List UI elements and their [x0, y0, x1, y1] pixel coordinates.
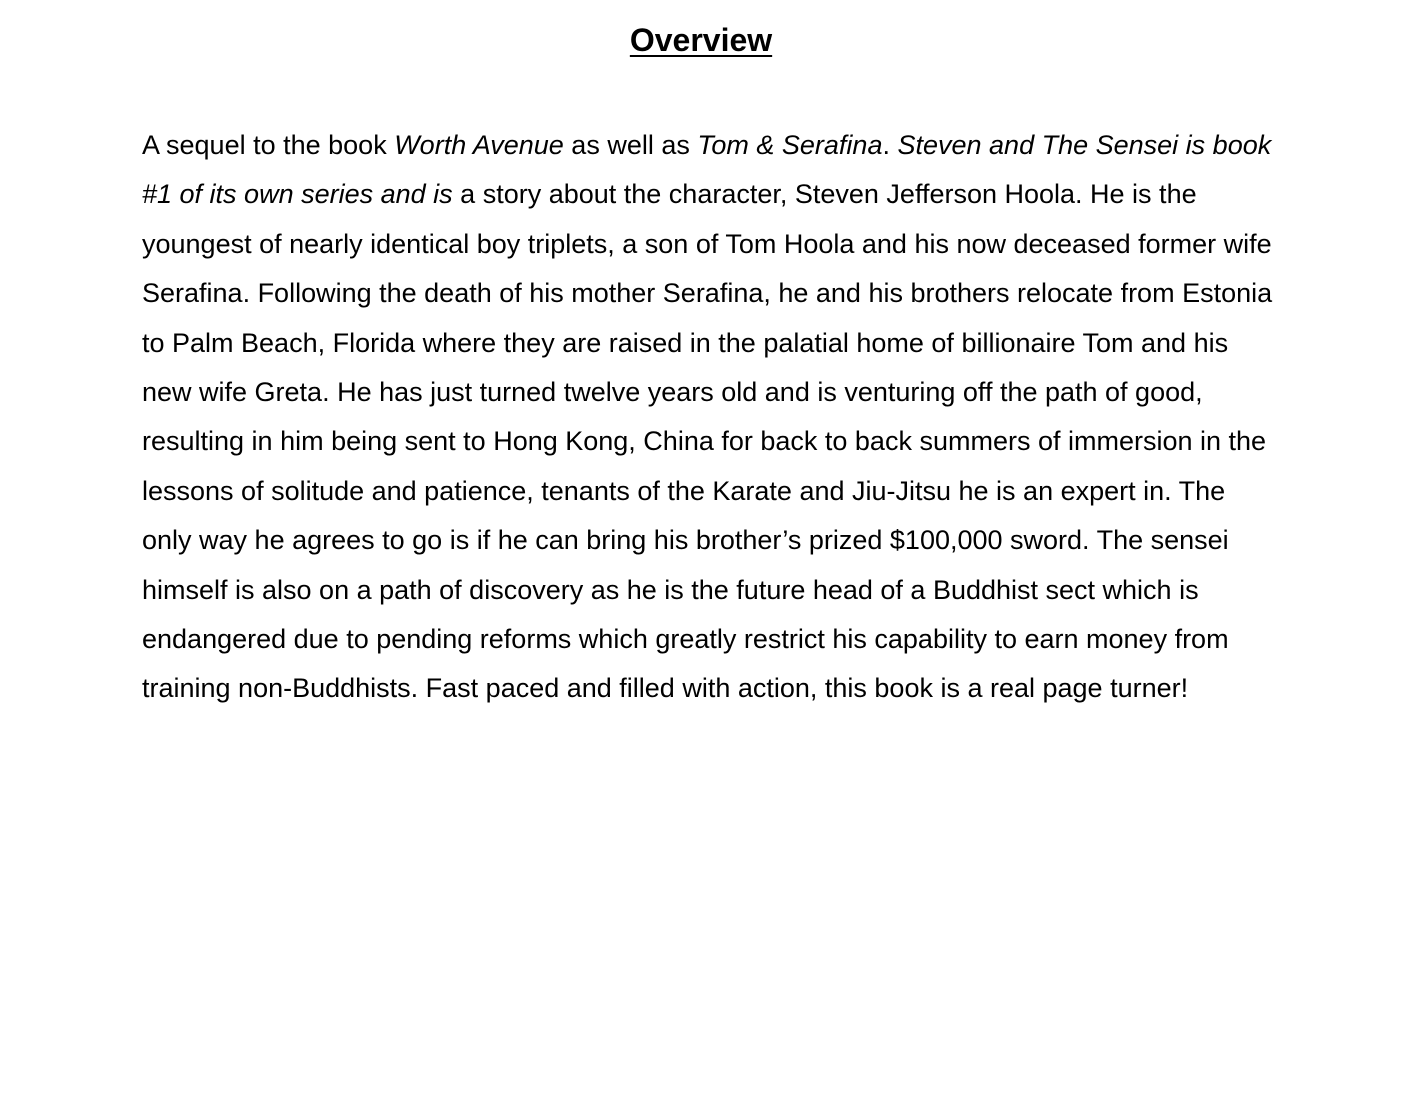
page-title: Overview	[629, 22, 773, 58]
overview-paragraph	[142, 121, 1282, 714]
book-title-worth-avenue: Worth Avenue	[394, 130, 564, 160]
book-title-tom-serafina: Tom & Serafina	[697, 130, 883, 160]
text-run: A sequel to the book	[142, 130, 395, 160]
book-series-note: Steven and The Sensei is book #1 of its own series and is	[142, 130, 1272, 210]
text-run: .	[882, 130, 898, 160]
text-run: as well as	[563, 130, 698, 160]
text-run: a story about the character, Steven Jefferson Hoola. He is the youngest of nearly identical boy triplets, a son of Tom Hoola and his now deceased former wife Serafina. Following the death of his mother Serafina, he and his brothers relocate from Estonia to Palm Beach, Florida where they are raised in the palatial home of billionaire Tom and his new wife Greta. He has just turned twelve years old and is venturing off the path of good, resulting in him being sent to Hong Kong, China for back to back summers of immersion in the lessons of solitude and patience, tenants of the Karate and Jiu-Jitsu he is an expert in. The only way he agrees to go is if he can bring his brother’s prized $100,000 sword. The sensei himself is also on a path of discovery as he is the future head of a Buddhist sect which is endangered due to pending reforms which greatly restrict his capability to earn money from training non-Buddhists. Fast paced and filled with action, this book is a real page turner!	[142, 179, 1273, 704]
